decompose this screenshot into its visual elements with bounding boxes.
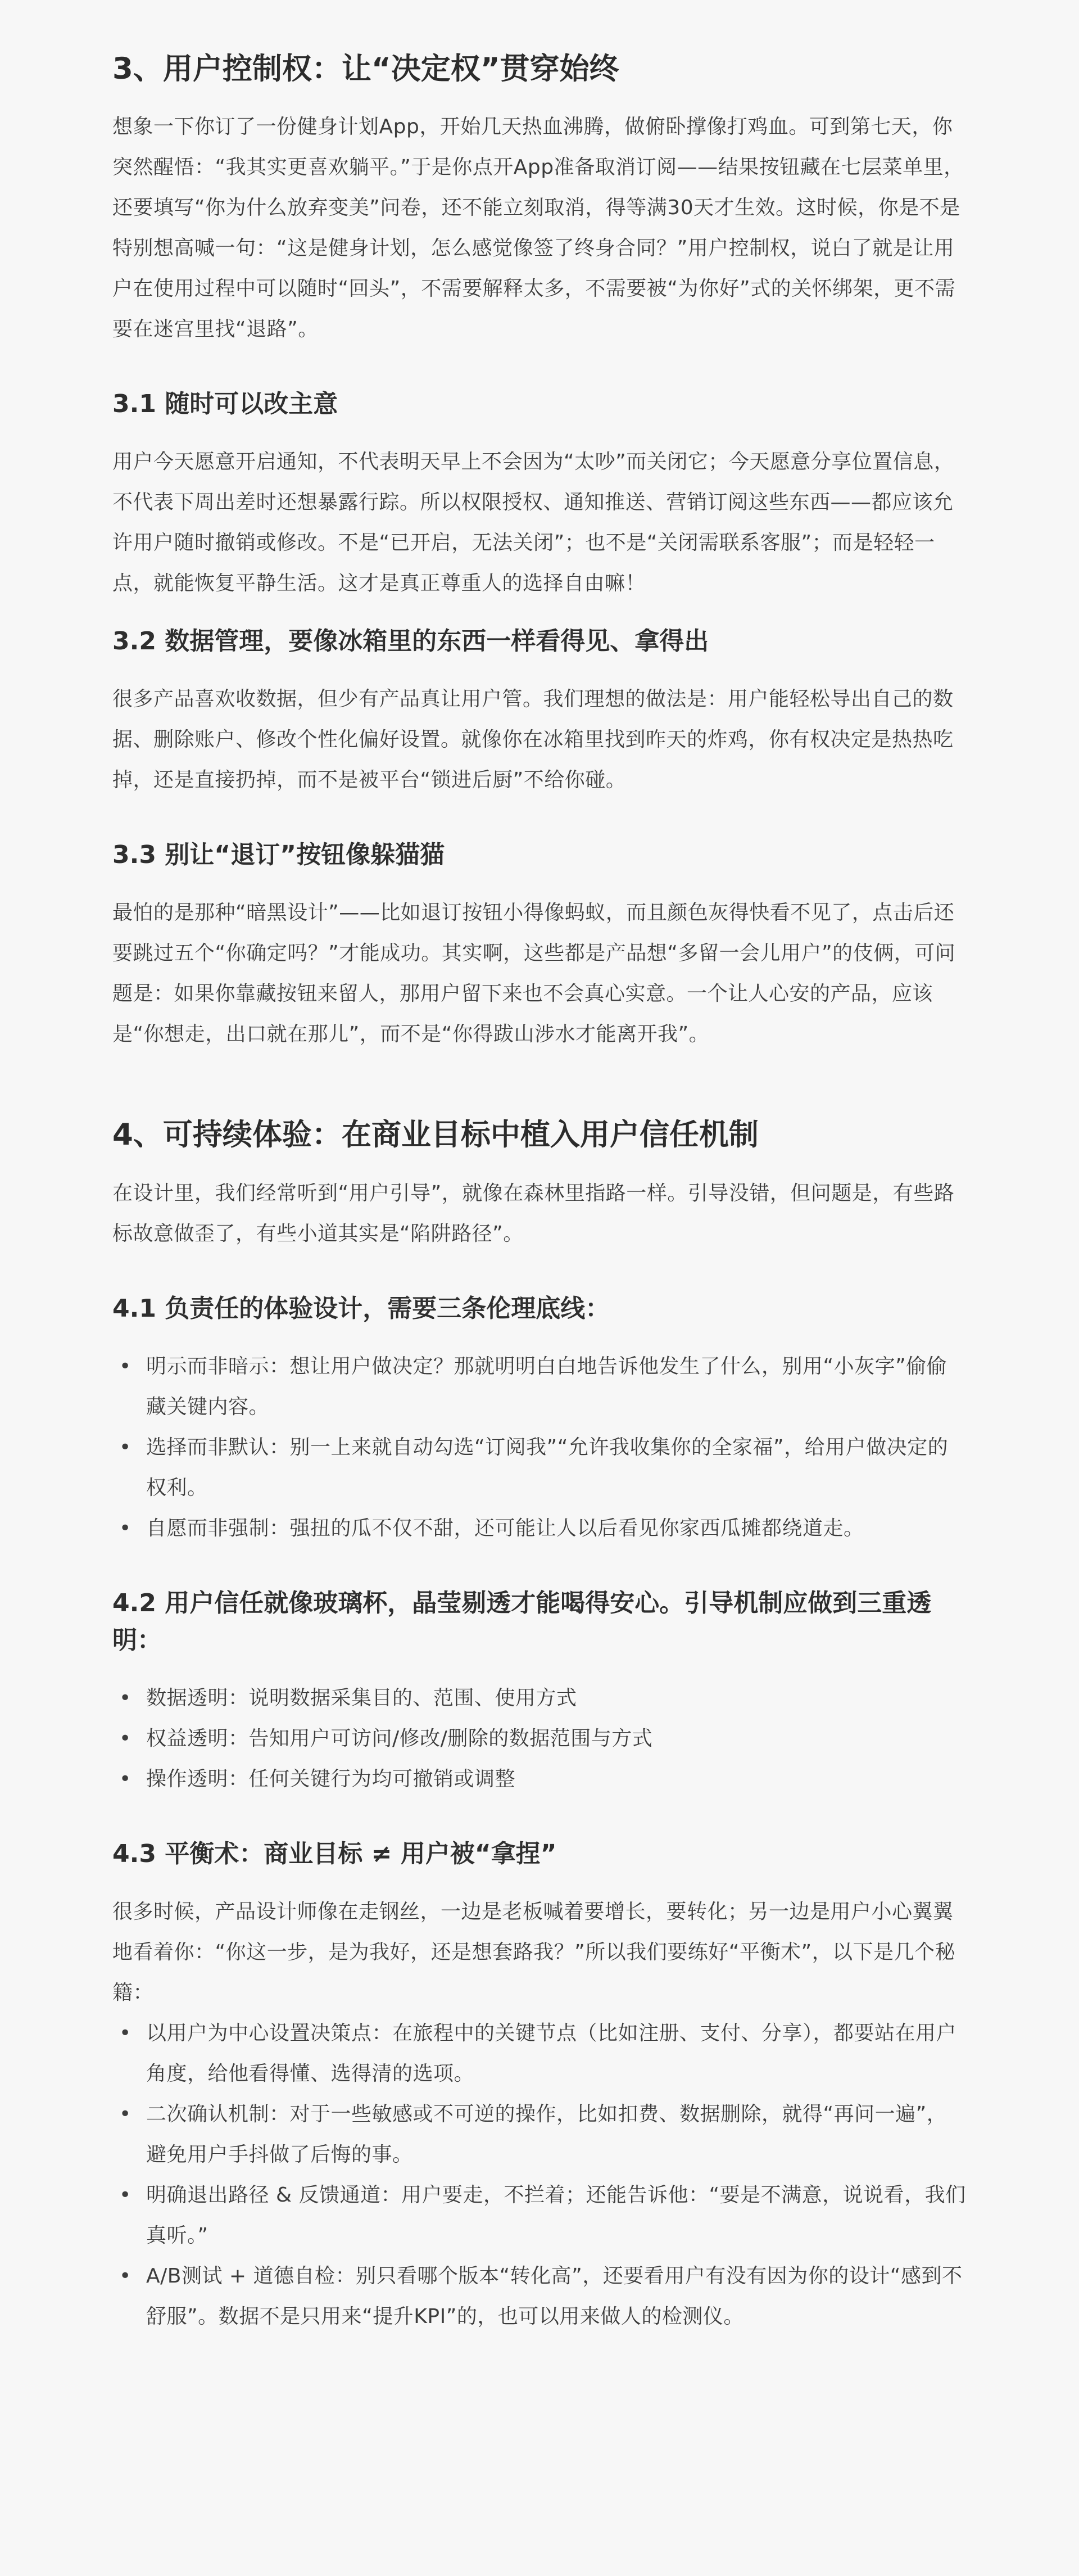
list-item-text: 明示而非暗示：想让用户做决定？那就明明白白地告诉他发生了什么，别用“小灰字”偷偷藏关键内容。: [146, 1354, 947, 1418]
list-item: [112, 2175, 967, 2256]
bullet-icon: •: [119, 1767, 132, 1791]
subsection-4-1-title: 4.1 负责任的体验设计，需要三条伦理底线：: [112, 1294, 610, 1323]
bullet-icon: •: [119, 2183, 132, 2207]
list-item: [112, 1346, 967, 1427]
transparency-list: [112, 1678, 967, 1800]
subsection-3-1-text: 用户今天愿意开启通知，不代表明天早上不会因为“太吵”而关闭它；今天愿意分享位置信息，不代表下周出差时还想暴露行踪。所以权限授权、通知推送、营销订阅这些东西——都应该允许用户随时撤销或修改。不是“已开启，无法关闭”；也不是“关闭需联系客服”；而是轻轻一点，就能恢复平静生活。这才是真正尊重人的选择自由嘛！: [112, 450, 955, 595]
subsection-3-1-title: 3.1 随时可以改主意: [112, 390, 338, 419]
list-item-text: A/B测试 + 道德自检：别只看哪个版本“转化高”，还要看用户有没有因为你的设计“感到不舒服”。数据不是只用来“提升KPI”的，也可以用来做人的检测仪。: [146, 2264, 963, 2328]
list-item-text: 明确退出路径 & 反馈通道：用户要走，不拦着；还能告诉他：“要是不满意，说说看，我们真听。”: [146, 2183, 966, 2247]
bullet-icon: •: [119, 1516, 132, 1540]
subsection-4-3-intro: 很多时候，产品设计师像在走钢丝，一边是老板喊着要增长，要转化；另一边是用户小心翼翼地看着你：“你这一步，是为我好，还是想套路我？”所以我们要练好“平衡术”，以下是几个秘籍：: [112, 1900, 956, 2004]
subsection-4-2-title: 4.2 用户信任就像玻璃杯，晶莹剔透才能喝得安心。引导机制应做到三重透明：: [112, 1588, 932, 1655]
bullet-icon: •: [119, 1435, 132, 1459]
section-4-intro: 在设计里，我们经常听到“用户引导”，就像在森林里指路一样。引导没错，但问题是，有些路标故意做歪了，有些小道其实是“陷阱路径”。: [112, 1181, 955, 1245]
section-3-intro: 想象一下你订了一份健身计划App，开始几天热血沸腾，做俯卧撑像打鸡血。可到第七天，你突然醒悟：“我其实更喜欢躺平。”于是你点开App准备取消订阅——结果按钮藏在七层菜单里，还要填写“你为什么放弃变美”问卷，还不能立刻取消，得等满30天才生效。这时候，你是不是特别想高喊一句：“这是健身计划，怎么感觉像签了终身合同？”用户控制权，说白了就是让用户在使用过程中可以随时“回头”，不需要解释太多，不需要被“为你好”式的关怀绑架，更不需要在迷宫里找“退路”。: [112, 115, 964, 341]
list-item: [112, 1427, 967, 1508]
list-item-text: 权益透明：告知用户可访问/修改/删除的数据范围与方式: [146, 1727, 653, 1750]
subsection-3-3-text: 最怕的是那种“暗黑设计”——比如退订按钮小得像蚂蚁，而且颜色灰得快看不见了，点击后还要跳过五个“你确定吗？”才能成功。其实啊，这些都是产品想“多留一会儿用户”的伎俩，可问题是：如果你靠藏按钮来留人，那用户留下来也不会真心实意。一个让人心安的产品，应该是“你想走，出口就在那儿”，而不是“你得跋山涉水才能离开我”。: [112, 901, 956, 1046]
list-item: [112, 2256, 967, 2337]
list-item-text: 以用户为中心设置决策点：在旅程中的关键节点（比如注册、支付、分享），都要站在用户角度，给他看得懂、选得清的选项。: [146, 2021, 957, 2085]
list-item-text: 自愿而非强制：强扭的瓜不仅不甜，还可能让人以后看见你家西瓜摊都绕道走。: [146, 1516, 864, 1540]
subsection-3-3-title: 3.3 别让“退订”按钮像躲猫猫: [112, 840, 445, 870]
bullet-icon: •: [119, 1686, 132, 1710]
list-item: [112, 2094, 967, 2175]
subsection-3-2-text: 很多产品喜欢收数据，但少有产品真让用户管。我们理想的做法是：用户能轻松导出自己的数据、删除账户、修改个性化偏好设置。就像你在冰箱里找到昨天的炸鸡，你有权决定是热热吃掉，还是直接扔掉，而不是被平台“锁进后厨”不给你碰。: [112, 688, 954, 792]
ethics-list: [112, 1346, 967, 1549]
bullet-icon: •: [119, 1354, 132, 1378]
bullet-icon: •: [119, 1727, 132, 1750]
list-item: [112, 1508, 967, 1549]
list-item: [112, 2013, 967, 2094]
section-3-title: 3、用户控制权：让“决定权”贯穿始终: [112, 52, 619, 86]
subsection-3-2-title: 3.2 数据管理，要像冰箱里的东西一样看得见、拿得出: [112, 627, 709, 656]
bullet-icon: •: [119, 2102, 132, 2126]
article-content: [112, 51, 967, 2337]
list-item-text: 数据透明：说明数据采集目的、范围、使用方式: [146, 1686, 577, 1710]
list-item-text: 操作透明：任何关键行为均可撤销或调整: [146, 1767, 516, 1791]
subsection-4-3-title: 4.3 平衡术：商业目标 ≠ 用户被“拿捏”: [112, 1839, 557, 1868]
list-item-text: 选择而非默认：别一上来就自动勾选“订阅我”“允许我收集你的全家福”，给用户做决定的权利。: [146, 1435, 949, 1499]
bullet-icon: •: [119, 2021, 132, 2045]
section-4-title: 4、可持续体验：在商业目标中植入用户信任机制: [112, 1118, 759, 1153]
balance-tips-list: [112, 2013, 967, 2337]
list-item: [112, 1678, 967, 1719]
list-item: [112, 1759, 967, 1800]
list-item-text: 二次确认机制：对于一些敏感或不可逆的操作，比如扣费、数据删除，就得“再问一遍”，避免用户手抖做了后悔的事。: [146, 2102, 947, 2166]
bullet-icon: •: [119, 2264, 132, 2288]
list-item: [112, 1719, 967, 1759]
